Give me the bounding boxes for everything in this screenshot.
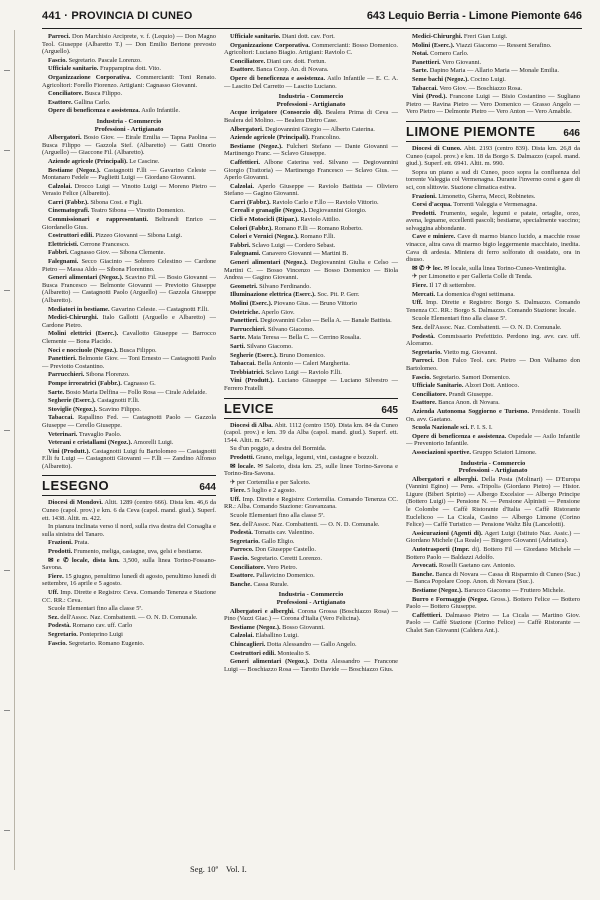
limone-body xyxy=(406,145,580,457)
directory-entry: Panettieri. Degiovannini Celso — Bella A. — Banale Battista. xyxy=(230,317,392,325)
directory-entry: Illuminazione elettrica (Eserc.). Soc. Pit. P. Gerr. xyxy=(230,291,360,299)
directory-entry: Conciliatore. Busca Filippo. xyxy=(48,90,123,98)
header-province: 441 · PROVINCIA DI CUNEO xyxy=(42,10,193,22)
directory-entry: Uff. Imp. Dirette e Registro: Borgo S. Dalmazzo. Comando Tenenza CC. RR.: Borgo S. Dalmazzo. Comando Stazione: locale. xyxy=(406,299,580,314)
directory-entry: Cicli e Motocicli (Ripar.). Raviolo Attilio. xyxy=(230,216,341,224)
directory-entry: Cave e miniere. Cave di marmo bianco lucido, a macchie rosse vinacce, altra cava di marmo bigio leggermente macchiato, inedita. Cava di ardesia. Miniera di ferro solforato di ossidato, ora in disuso. xyxy=(406,233,580,264)
directory-entry: Sopra un piano a sud di Cuneo, poco sopra la confluenza del torrente Valeggia col Vermenagna. Durante l'inverno corsi e gare di sci, con slittovie. Stazione climatica estiva. xyxy=(406,168,580,191)
directory-entry: Albergatori e alberghi. Della Posta (Molinari) — D'Europa (Vannini Egino) — Pens. «Tripoli» (Giordano Pietro) — Histor. Ligure (Biberi Spirito) — Albergo Excelsior — Albergo Principe (Bottero Luigi) — Pensione N. — Pensione Alpinisti — Pensione le Colombe — Caffè Ristorante d'Italia — Caffè Ristorante Euclelicoo — La Cicala, Casino — Albergo Limone (Corino Felice) — Caffè Turistico — Pensione Waltz Blu (Lancelotti). xyxy=(406,475,580,529)
directory-entry: ✈ per Cortemilia e per Salceto. xyxy=(230,478,311,486)
directory-entry: Calzolai. Drocco Luigi — Vinotto Luigi — Moreno Pietro — Verasio Felice (Albaretto). xyxy=(42,182,216,198)
directory-entry: Scuole Elementari fino alla classe 5ª. xyxy=(48,605,143,613)
directory-entry: Banche. Cassa Rurale. xyxy=(230,580,289,588)
directory-entry: Uff. Imp. Dirette e Registro: Cortemilia. Comando Tenenza CC. RR.: Alba. Comando Stazione: Gravanzana. xyxy=(224,495,398,511)
directory-entry: Ufficiale sanitario. Diani dott. cav. Fort. xyxy=(230,33,335,40)
directory-entry: Carri (Fabbr.). Sibona Cost. e Figli. xyxy=(48,198,143,206)
section-heading: Industria - Commercio Professioni - Artigianato xyxy=(94,117,164,133)
directory-entry: Commissionari e rappresentanti. Beltrandi Enrico — Giordanello Gius. xyxy=(42,216,216,231)
directory-entry: Ufficiale sanitario. Frappampina dott. Vito. xyxy=(48,65,161,73)
directory-entry: Stoviglie (Negoz.). Scavino Filippo. xyxy=(48,405,142,413)
directory-entry: Panettieri. Belmonte Giov. — Toni Ernesto — Castagnotti Paolo — Previotto Costantino. xyxy=(42,355,216,370)
directory-entry: Generi alimentari (Negoz.). Dotta Alessandro — Francone Luigi — Boschiazzo Rosa — Tarotto Davide — Boschiazzo Gius. xyxy=(224,658,398,673)
directory-entry: Chincaglieri. Dotta Alessandro — Gallo Angelo. xyxy=(230,640,357,648)
lesegno-body xyxy=(42,499,216,647)
directory-entry: In pianura inclinata verso il nord, sulla riva destra del Corsaglia e sulla sinistra del Tanaro. xyxy=(42,523,216,538)
directory-entry: Trebbiatrici. Sclavo Luigi — Raviolo F.lli. xyxy=(230,368,342,376)
directory-entry: Sarti. Silvano Giacomo. xyxy=(230,342,293,350)
header-range: 643 Lequio Berria - Limone Piemonte 646 xyxy=(366,10,582,22)
directory-entry: Sez. dell'Assoc. Naz. Combattenti. — O. N. D. Comunale. xyxy=(412,324,562,331)
town-number: 644 xyxy=(199,482,216,494)
page-header xyxy=(42,10,582,29)
directory-entry: Tabaccai. Vero Giov. — Boschiazzo Rosa. xyxy=(412,84,523,92)
directory-entry: Vini (Produtt.). Luciano Giuseppe — Luciano Silvestro — Ferrero Fratelli xyxy=(224,377,398,392)
directory-entry: Podestà. Commissario Prefettizio. Perdono ing. avv. cav. uff. Alceramo. xyxy=(406,332,580,348)
section-heading: Industria - Commercio Professioni - Artigianato xyxy=(276,93,346,108)
directory-entry: Fabbri. Cagnasso Giov. — Sibona Clemente. xyxy=(48,249,166,257)
directory-entry: Diocesi di Mondovì. Altit. 1289 (centro 666). Dista km. 46,6 da Cuneo (capol. prov.) e km. 6 da Ceva (capol. mand. giud.). Superf. ett. 1438. Altit. m. 422. xyxy=(42,499,216,522)
directory-entry: Segretario. Vietto mg. Giovanni. xyxy=(412,348,498,356)
directory-entry: Parroco. Don Giuseppe Castello. xyxy=(230,546,316,554)
directory-entry: Sarte. Bosio Maria Delfina — Follo Rosa — Cirale Adelaide. xyxy=(48,388,207,396)
directory-entry: Fascio. Segretario. Pascale Lorenzo. xyxy=(48,56,142,64)
directory-entry: Costruttori edili. Pizzeo Giovanni — Sibona Luigi. xyxy=(48,232,183,240)
directory-entry: Conciliatore. Prandi Giuseppe. xyxy=(412,390,493,398)
lequio-intro xyxy=(42,33,216,115)
directory-entry: Scuola Nazionale sci. F. I. S. I. xyxy=(412,424,493,432)
directory-entry: Noci e nocciuole (Negoz.). Busca Filippo. xyxy=(48,346,157,354)
directory-entry: Aziende agricole (Principali). Francolino. xyxy=(230,134,341,142)
directory-entry: Parroci. Don Falco Teol. cav. Pietro — Don Valhamo don Bartolomeo. xyxy=(406,357,580,372)
town-name: LIMONE PIEMONTE xyxy=(406,123,536,139)
directory-entry: Fiere. Il 17 di settembre. xyxy=(412,282,476,290)
directory-entry: Ufficiale Sanitario. Alzori Dott. Antioco. xyxy=(412,382,520,390)
directory-entry: Molini elettrici (Eserc.). Cavallotto Giuseppe — Barrocco Clemente — Bona Placido. xyxy=(42,330,216,345)
section-heading: Industria - Commercio Professioni - Artigianato xyxy=(458,459,528,475)
directory-entry: Albergatori. Degiovannini Giorgio — Alberto Caterina. xyxy=(230,125,375,133)
directory-entry: Vini (Prod.). Francone Luigi — Bisio Costantino — Sugliano Pietro — Ravina Pietro — Vero Domenico — Grasso Angelo — Vero Pietro — Delmonte Pietro — Vero Anton — Vero Amabile. xyxy=(406,93,580,116)
directory-entry: Veterinari. Travaglio Paolo. xyxy=(48,430,122,438)
directory-entry: Scuole Elementari fino alla classe 5ª. xyxy=(412,315,507,323)
directory-entry: Scuole Elementari fino alla classe 5ª. xyxy=(230,512,325,520)
limone-businesses xyxy=(406,476,580,635)
directory-entry: Bestiame (Negoz.). Bosso Giovanni. xyxy=(230,623,325,631)
directory-entry: Fascio. Segretario. Samori Domenico. xyxy=(412,373,511,381)
directory-entry: Segherie (Eserc.). Castagnotti F.lli. xyxy=(48,397,140,405)
town-number: 646 xyxy=(563,127,580,139)
directory-entry: Carri (Fabbr.). Raviolo Carlo e F.llo — Raviolo Vittorio. xyxy=(230,198,379,206)
town-header-lesegno xyxy=(42,475,216,496)
directory-entry: ✉ locale. ✉ Salceto, dista km. 25, sulle linee Torino-Savona e Torino-Bra-Savona. xyxy=(224,462,398,478)
directory-entry: Acque irrigatore (Consorzio di). Bealera Prima di Ceva — Bealera del Molino. — Bealera Dietro Case. xyxy=(224,109,398,124)
directory-entry: Cereali e granaglie (Negoz.). Degiovannini Giorgio. xyxy=(230,207,367,215)
directory-entry: Parroci. Don Marchisio Arciprete, v. f. (Lequio) — Don Magno Teol. Giuseppe (Albaretto T.) — Don Emilio Bertone prevosto (Arguello). xyxy=(42,33,216,56)
directory-entry: Fascio. Segretario. Romano Eugenio. xyxy=(48,639,145,647)
column-1 xyxy=(42,33,216,871)
directory-entry: Mediatori in bestiame. Gavarino Celeste. — Castagnotti F.lli. xyxy=(48,305,209,313)
directory-entry: Bestiame (Negoz.). Castagnotti F.lli — Gavarino Celeste — Montanaro Fedele — Paglietti Luigi — Giordano Giovanni. xyxy=(42,166,216,182)
directory-entry: Ostetriche. Aperlo Giov. xyxy=(230,308,295,316)
directory-entry: Fascio. Segretario. Ceretti Lorenzo. xyxy=(230,555,322,563)
directory-entry: Seme bachi (Negoz.). Cocino Luigi. xyxy=(412,75,506,83)
directory-entry: Medici-Chirurghi. Freri Gian Luigi. xyxy=(412,33,508,40)
directory-entry: Esattore. Banca Anon. di Novara. xyxy=(412,399,500,407)
directory-entry: Esattore. Banca Coop. An. di Novara. xyxy=(230,66,329,74)
directory-entry: Opere di beneficenza e assistenza. Asilo Infantile — E. C. A. — Lascito Del Carretto — Lascito Luciano. xyxy=(224,74,398,90)
lesegno-businesses xyxy=(224,109,398,392)
directory-entry: Generi alimentari (Negoz.). Scavino Fil. — Bosio Giovanni — Busca Francesco — Belmonte Giovanni — Previotto Giuseppe (Albaretto) — Castagnotti Paolo (Arguello) — Gazzola Giuseppe (Albaretto). xyxy=(42,274,216,304)
footer-seg: Seg. 10ª xyxy=(190,864,218,874)
directory-entry: Costruttori edili. Montealto S. xyxy=(230,649,311,657)
directory-entry: Opere di beneficenza e assistenza. Ospedale — Asilo Infantile — Preventorio Infantile. xyxy=(406,432,580,448)
directory-entry: Podestà. Romano cav. uff. Carlo xyxy=(48,622,133,630)
directory-entry: Vini (Produtt.). Castagnotti Luigi fu Bartolomeo — Castagnotti F.lli fu Luigi — Castagnotti Giovanni — F.lli — Zandino Alfonso (Albaretto). xyxy=(42,447,216,470)
directory-entry: ✉ ✆ ✈ loc. ✉ locale, sulla linea Torino-Cuneo-Ventimiglia. xyxy=(412,264,567,272)
directory-entry: Organizzazione Corporativa. Commercianti: Bosso Domenico. Agricoltori: Luciano Biagio. Artigiani: Raviolo C. xyxy=(224,41,398,57)
directory-entry: Bestiame (Negoz.). Fulcheri Stefano — Dante Giovanni — Martinengo Franc. — Sclavo Giuseppe. xyxy=(224,142,398,158)
directory-entry: Elettricisti. Cerrone Francesco. xyxy=(48,240,130,248)
directory-entry: Tabaccai. Rapallino Fed. — Castagnotti Paolo — Gazzola Giuseppe — Cerello Giuseppe. xyxy=(42,414,216,429)
directory-entry: Calzolai. Elaballino Luigi. xyxy=(230,632,299,640)
directory-entry: Parrucchieri. Silvano Giacomo. xyxy=(230,325,315,333)
directory-entry: Conciliatore. Vero Pietro. xyxy=(230,563,298,571)
directory-entry: Autotrasporti (Impr. di). Bottero Fil — Giordano Michele — Bottero Paolo — Baldazzi Adolfo. xyxy=(406,546,580,561)
town-number: 645 xyxy=(381,404,398,416)
directory-entry: Caffettieri. Albone Caterina ved. Silvano — Degiovannini Giorgio (Trattoria) — Martinengo Francesco — Sclavo Gius. — Aperlo Giovanni. xyxy=(224,158,398,182)
column-2 xyxy=(224,33,398,871)
page-footer xyxy=(190,864,253,874)
directory-entry: Tabaccai. Bella Antonio — Caleri Margherita. xyxy=(230,360,350,368)
directory-entry: Caffettieri. Dalmasso Pietro — La Cicala — Martino Giov. Paolo — Caffè Stazione (Corino Felice) — Caffè Ristorante — Chalet San Giovanni (Caldera Ant.). xyxy=(406,611,580,634)
directory-entry: Bestiame (Negoz.). Barucco Giacomo — Fruttero Michele. xyxy=(412,587,565,594)
directory-entry: Banche. Banca di Novara — Cassa di Risparmio di Cuneo (Suc.) — Banca Popolare Coop. Anon. di Novara (Suc.). xyxy=(406,570,580,586)
directory-entry: Associazioni sportive. Gruppo Sciatori Limone. xyxy=(412,448,537,456)
lequio-businesses xyxy=(42,134,216,470)
directory-entry: Podestà. Tomatis cav. Valentino. xyxy=(230,529,315,537)
footer-vol: Vol. I. xyxy=(225,864,247,874)
lesegno-admin xyxy=(224,33,398,90)
directory-entry: Fiere. 5 luglio e 2 agosto. xyxy=(230,487,297,495)
directory-entry: Panettieri. Vero Giovanni. xyxy=(412,58,482,66)
directory-entry: ✉ e ✆ locale, dista km. 3,500, sulla linea Torino-Fossano-Savona. xyxy=(42,556,216,572)
directory-entry: Su d'un poggio, a destra del Bormida. xyxy=(230,445,327,453)
directory-entry: Sarte. Maia Teresa — Bella C. — Cerrino Rosalia. xyxy=(230,334,361,342)
directory-entry: Molini (Eserc.). Piovano Gius. — Bruno Vittorio xyxy=(230,300,358,307)
town-header-limone xyxy=(406,121,580,142)
directory-entry: Diocesi di Cuneo. Abit. 2193 (centro 839). Dista km. 26,8 da Cuneo (capol. prov.) e km. 18 da Borgo S. Dalmazzo (capol. mand. giud.). Superf. ett. 6941. Altit. m. 990. xyxy=(406,144,580,168)
directory-entry: Colori (Fabbr.). Romano F.lli — Romano Roberto. xyxy=(230,224,363,232)
directory-entry: Falegnami. Secco Giacinto — Sobrero Celestino — Cardone Pietro — Massa Aldo — Sibona Florentino. xyxy=(42,258,216,273)
directory-page xyxy=(42,10,582,890)
directory-entry: Pompe irroratrici (Fabbr.). Cagnasso G. xyxy=(48,379,156,387)
directory-entry: Prodotti. Frumento, segale, legumi e patate, ortaglie, orzo, avena, legname, eccellenti pascoli; bestiame, specialmente vaccino; selvaggina abbondante. xyxy=(406,209,580,232)
directory-entry: Veterani e cristallami (Negoz.). Amorelli Luigi. xyxy=(48,439,174,447)
directory-entry: Frazioni. Prata. xyxy=(48,539,89,547)
directory-entry: Diocesi di Alba. Abit. 1112 (centro 150). Dista km. 84 da Cuneo (capol. prov.) e km. 39 da Alba (capol. mand. giud.). Superf. ett. 1544. Altit. m. 547. xyxy=(224,421,398,444)
directory-entry: Albergatori e alberghi. Corona Grossa (Boschiazzo Rosa) — Pino (Vazzi Giac.) — Corona d'Italia (Vero Felicina). xyxy=(224,607,398,623)
directory-entry: Conciliatore. Diani cav. dott. Fortun. xyxy=(230,57,327,65)
directory-entry: Mercati. La domenica d'ogni settimana. xyxy=(412,290,515,298)
directory-entry: Prodotti. Grano, meliga, legumi, vini, castagne e bozzoli. xyxy=(230,453,379,461)
directory-entry: Fabbri. Sclavo Luigi — Cordero Sebast. xyxy=(230,241,336,249)
directory-entry: Organizzazione Corporativa. Commercianti: Toni Renato. Agricoltori: Forello Fiorenzo. Artigiani: Cagnasso Giovanni. xyxy=(42,73,216,89)
page-edge xyxy=(0,30,15,870)
directory-entry: Fiere. 15 giugno, penultimo lunedì di agosto, penultimo lunedì di settembre, 16 aprile e 5 agosto. xyxy=(42,572,216,588)
section-heading: Industria - Commercio Professioni - Artigianato xyxy=(276,591,346,606)
directory-entry: Corsi d'acqua. Torrenti Valeggia e Vermenagna. xyxy=(412,201,538,209)
town-name: LESEGNO xyxy=(42,478,110,494)
directory-entry: Colori e Vernici (Negoz.). Romano F.lli. xyxy=(230,233,336,241)
directory-entry: Burro e Formaggio (Negoz. Gross.). Bottero Felice — Bottero Paolo — Bottero Giuseppe. xyxy=(406,595,580,611)
directory-entry: Medici-Chirurghi. Italo Gallotti (Arguello e Albaretto) — Cardone Pietro. xyxy=(42,314,216,329)
directory-entry: Parrucchieri. Sibona Florenzo. xyxy=(48,371,130,379)
town-name: LEVICE xyxy=(224,400,274,416)
directory-entry: Calzolai. Aperlo Giuseppe — Raviolo Battista — Oliviero Stefano — Gagino Giovanni. xyxy=(224,182,398,198)
directory-entry: Notai. Cornero Carlo. xyxy=(412,50,469,58)
directory-entry: Opere di beneficenza e assistenza. Asilo Infantile. xyxy=(48,107,180,115)
directory-entry: Prodotti. Frumento, meliga, castagne, uva, gelsi e bestiame. xyxy=(48,548,203,556)
directory-entry: Falegnami. Canavero Giovanni — Martini B. xyxy=(230,250,349,258)
directory-entry: Sez. dell'Assoc. Naz. Combattenti. — O. N. D. Comunale. xyxy=(230,520,380,528)
directory-entry: Cinematografi. Teatro Sibona — Vinotto Domenico. xyxy=(48,207,185,215)
directory-entry: Molini (Eserc.). Viazzi Giacomo — Ressent Serafino. xyxy=(412,41,552,49)
directory-entry: Esattore. Gallina Carlo. xyxy=(48,98,111,106)
levice-businesses xyxy=(224,608,398,674)
directory-entry: Generi alimentari (Negoz.). Degiovannini Giulia e Celso — Martini C. — Bosso Vincenzo — Bosso Domenico — Biola Andrea — Gagino Giovanni. xyxy=(224,259,398,282)
directory-entry: Azienda Autonoma Soggiorno e Turismo. Presidente. Toselli On. avv. Gaetano. xyxy=(406,407,580,423)
directory-entry: Aziende agricole (Principali). Le Cascine. xyxy=(48,157,160,165)
directory-entry: Segretario. Gallo Eligio. xyxy=(230,537,295,545)
directory-entry: Sez. dell'Assoc. Naz. Combattenti. — O. N. D. Comunale. xyxy=(48,613,198,621)
directory-entry: Geometri. Silvano Ferdinando. xyxy=(230,282,311,290)
directory-entry: Segretario. Ponteprino Luigi xyxy=(48,630,123,638)
directory-entry: Uff. Imp. Dirette e Registro: Ceva. Comando Tenenza e Stazione CC. RR.: Ceva. xyxy=(42,589,216,604)
directory-entry: Albergatori. Bosio Giov. — Eirale Emilia — Tapna Paolina — Busca Filippo — Gazzola Stef. (Albaretto) — Gatti Onorio (Arguello) — Giaccone Fil. (Albaretto). xyxy=(42,134,216,157)
directory-entry: Frazioni. Limonetto, Gherra, Mecci, Robinetes. xyxy=(412,192,536,200)
town-header-levice xyxy=(224,398,398,419)
directory-entry: Sarte. Dapino Maria — Allario Maria — Monale Emilia. xyxy=(412,67,559,75)
levice-businesses-cont xyxy=(406,33,580,116)
directory-entry: ✈ per Limonetto e per Galleria Colle di Tenda. xyxy=(412,273,533,281)
directory-entry: Avvocati. Roselli Gaetano cav. Antonio. xyxy=(412,562,516,570)
levice-body xyxy=(224,422,398,589)
directory-entry: Segherie (Eserc.). Bruno Domenico. xyxy=(230,351,326,359)
column-3 xyxy=(406,33,580,871)
directory-entry: Assicurazioni (Agenti di). Ageri Luigi (Istituto Naz. Assic.) — Giordano Michele (La Reale) — Bingero Giovanni (Adriatica). xyxy=(406,529,580,545)
directory-entry: Esattore. Pallavicino Domenico. xyxy=(230,572,315,580)
